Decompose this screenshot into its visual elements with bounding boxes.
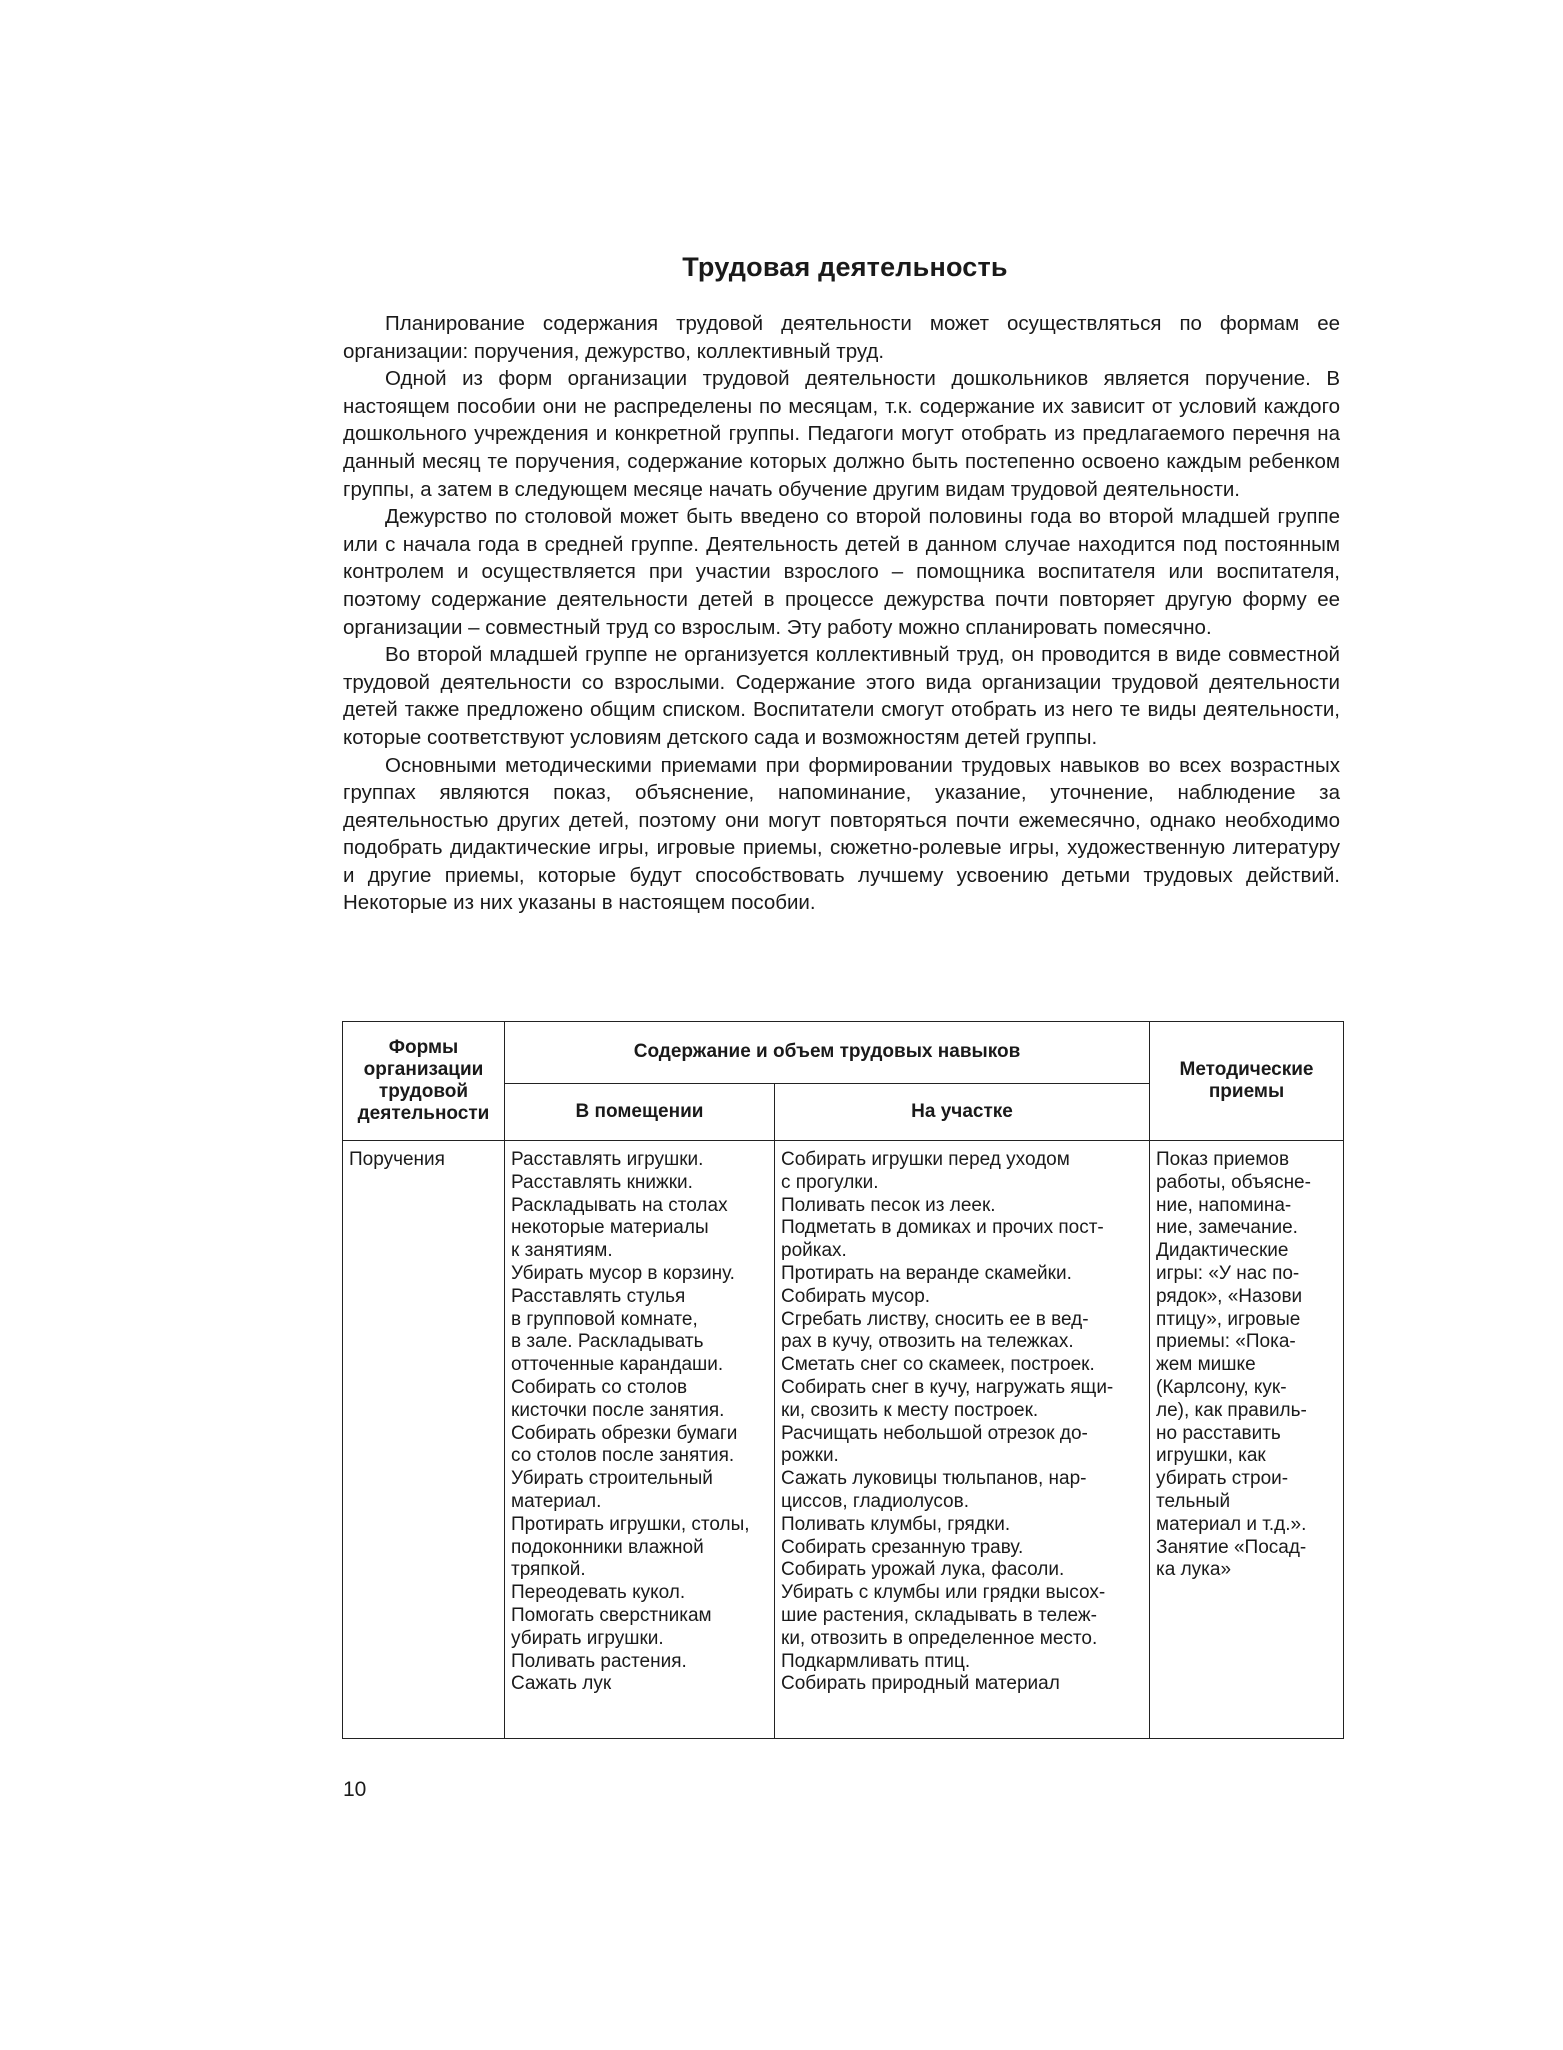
cell-line: Сажать луковицы тюльпанов, нар-	[781, 1468, 1087, 1490]
cell-line: Дидактические	[1156, 1240, 1289, 1262]
cell-line: ка лука»	[1156, 1559, 1232, 1581]
header-methods-line: приемы	[1208, 1081, 1285, 1102]
cell-line: но расставить	[1156, 1422, 1281, 1444]
cell-line: игры: «У нас по-	[1156, 1262, 1300, 1284]
labor-activity-table	[342, 1021, 1344, 1739]
cell-line: ле), как правиль-	[1156, 1399, 1307, 1421]
cell-line: Подкармливать птиц.	[781, 1650, 971, 1672]
cell-line: в групповой комнате,	[511, 1308, 698, 1330]
cell-line: убирать строи-	[1156, 1468, 1289, 1490]
paragraph: Во второй младшей группе не организуется коллективный труд, он проводится в виде совместной трудовой деятельности со взрослыми. Содержание этого вида организации трудовой деятельности детей также предложено общим списком. Воспитатели смогут отобрать из него те виды деятельности, которые соответствуют условиям детского сада и возможностям детей группы.	[343, 643, 1340, 749]
cell-line: работы, объясне-	[1156, 1171, 1311, 1193]
header-content: Содержание и объем трудовых навыков	[505, 1022, 1150, 1084]
cell-line: тряпкой.	[511, 1559, 586, 1581]
cell-line: ройках.	[781, 1240, 847, 1262]
cell-line: к занятиям.	[511, 1240, 613, 1262]
header-indoor: В помещении	[505, 1083, 775, 1140]
cell-line: Собирать обрезки бумаги	[511, 1422, 738, 1444]
cell-line: Поливать песок из леек.	[781, 1194, 996, 1216]
cell-line: Сметать снег со скамеек, построек.	[781, 1354, 1095, 1376]
cell-line: в зале. Раскладывать	[511, 1331, 704, 1353]
paragraph: Планирование содержания трудовой деятельности может осуществляться по формам ее организации: поручения, дежурство, коллективный труд.	[343, 312, 1340, 363]
cell-line: Показ приемов	[1156, 1149, 1290, 1170]
cell-line: материал.	[511, 1490, 602, 1512]
paragraph: Дежурство по столовой может быть введено со второй половины года во второй младшей группе или с начала года в средней группе. Деятельность детей в данном случае находится под постоянным контролем и осуществляется при участии взрослого – помощника воспитателя или воспитателя, поэтому содержание деятельности детей в процессе дежурства почти повторяет другую форму ее организации – совместный труд со взрослым. Эту работу можно спланировать помесячно.	[343, 505, 1340, 639]
cell-line: Поливать растения.	[511, 1650, 687, 1672]
cell-line: кисточки после занятия.	[511, 1399, 725, 1421]
cell-line: Подметать в домиках и прочих пост-	[781, 1217, 1104, 1239]
cell-line: Собирать мусор.	[781, 1285, 931, 1307]
cell-line: ние, замечание.	[1156, 1217, 1298, 1239]
cell-line: Расставлять книжки.	[511, 1171, 693, 1193]
cell-line: Собирать снег в кучу, нагружать ящи-	[781, 1376, 1114, 1398]
cell-line: материал и т.д.».	[1156, 1513, 1307, 1535]
header-forms-line: деятельности	[357, 1103, 490, 1124]
cell-line: рожки.	[781, 1445, 839, 1467]
paragraph: Основными методическими приемами при формировании трудовых навыков во всех возрастных группах являются показ, объяснение, напоминание, указание, уточнение, наблюдение за деятельностью других детей, поэтому они могут повторяться почти ежемесячно, однако необходимо подобрать дидактические игры, игровые приемы, сюжетно-ролевые игры, художественную литературу и другие приемы, которые будут способствовать лучшему усвоению детьми трудовых действий. Некоторые из них указаны в настоящем пособии.	[343, 753, 1340, 915]
cell-line: рядок», «Назови	[1156, 1285, 1303, 1307]
header-forms-line: трудовой	[378, 1081, 469, 1102]
cell-line: убирать игрушки.	[511, 1627, 664, 1649]
cell-line: Расставлять стулья	[511, 1285, 686, 1307]
page-number: 10	[343, 1778, 367, 1801]
cell-line: Сажать лук	[511, 1673, 612, 1695]
table-header-row	[343, 1022, 1344, 1084]
cell-line: ки, отвозить в определенное место.	[781, 1627, 1098, 1649]
cell-outdoor	[775, 1141, 1150, 1739]
cell-line: некоторые материалы	[511, 1217, 709, 1239]
cell-line: жем мишке	[1156, 1354, 1256, 1376]
cell-line: Протирать на веранде скамейки.	[781, 1262, 1072, 1284]
cell-line: Убирать с клумбы или грядки высох-	[781, 1582, 1106, 1604]
header-forms-line: организации	[363, 1059, 484, 1080]
cell-line: подоконники влажной	[511, 1536, 704, 1558]
cell-line: рах в кучу, отвозить на тележках.	[781, 1331, 1074, 1353]
cell-line: Протирать игрушки, столы,	[511, 1513, 750, 1535]
cell-line: Убирать строительный	[511, 1468, 713, 1490]
paragraph: Одной из форм организации трудовой деятельности дошкольников является поручение. В настоящем пособии они не распределены по месяцам, т.к. содержание их зависит от условий каждого дошкольного учреждения и конкретной группы. Педагоги могут отобрать из предлагаемого перечня на данный месяц те поручения, содержание которых должно быть постепенно освоено каждым ребенком группы, а затем в следующем месяце начать обучение другим видам трудовой деятельности.	[343, 367, 1340, 501]
cell-line: Поручения	[349, 1149, 445, 1170]
cell-indoor	[505, 1141, 775, 1739]
header-methods	[1150, 1022, 1344, 1141]
cell-line: ние, напомина-	[1156, 1194, 1292, 1216]
header-outdoor: На участке	[775, 1083, 1150, 1140]
cell-line: Собирать игрушки перед уходом	[781, 1149, 1070, 1170]
table-row	[343, 1141, 1344, 1739]
cell-line: Переодевать кукол.	[511, 1582, 686, 1604]
cell-line: Расчищать небольшой отрезок до-	[781, 1422, 1088, 1444]
cell-line: Собирать природный материал	[781, 1673, 1060, 1695]
cell-line: Собирать урожай лука, фасоли.	[781, 1559, 1065, 1581]
cell-line: Расставлять игрушки.	[511, 1149, 704, 1170]
cell-line: птицу», игровые	[1156, 1308, 1301, 1330]
cell-line: Раскладывать на столах	[511, 1194, 728, 1216]
cell-line: циссов, гладиолусов.	[781, 1490, 969, 1512]
cell-line: игрушки, как	[1156, 1445, 1266, 1467]
cell-form	[343, 1141, 505, 1739]
cell-line: тельный	[1156, 1490, 1231, 1512]
cell-line: ки, свозить к месту построек.	[781, 1399, 1039, 1421]
cell-line: со столов после занятия.	[511, 1445, 735, 1467]
cell-line: приемы: «Пока-	[1156, 1331, 1296, 1353]
header-forms	[343, 1022, 505, 1141]
page-title: Трудовая деятельность	[682, 252, 1008, 282]
cell-line: Сгребать листву, сносить ее в вед-	[781, 1308, 1089, 1330]
cell-methods	[1150, 1141, 1344, 1739]
header-methods-line: Методические	[1179, 1059, 1314, 1080]
cell-line: Собирать срезанную траву.	[781, 1536, 1024, 1558]
cell-line: Убирать мусор в корзину.	[511, 1262, 735, 1284]
cell-line: с прогулки.	[781, 1171, 879, 1193]
cell-line: шие растения, складывать в тележ-	[781, 1604, 1097, 1626]
cell-line: (Карлсону, кук-	[1156, 1376, 1287, 1398]
cell-line: Помогать сверстникам	[511, 1604, 712, 1626]
header-forms-line: Формы	[388, 1037, 459, 1058]
cell-line: Поливать клумбы, грядки.	[781, 1513, 1011, 1535]
cell-line: Занятие «Посад-	[1156, 1536, 1307, 1558]
cell-line: отточенные карандаши.	[511, 1354, 724, 1376]
body-text	[343, 310, 1340, 917]
cell-line: Собирать со столов	[511, 1376, 688, 1398]
